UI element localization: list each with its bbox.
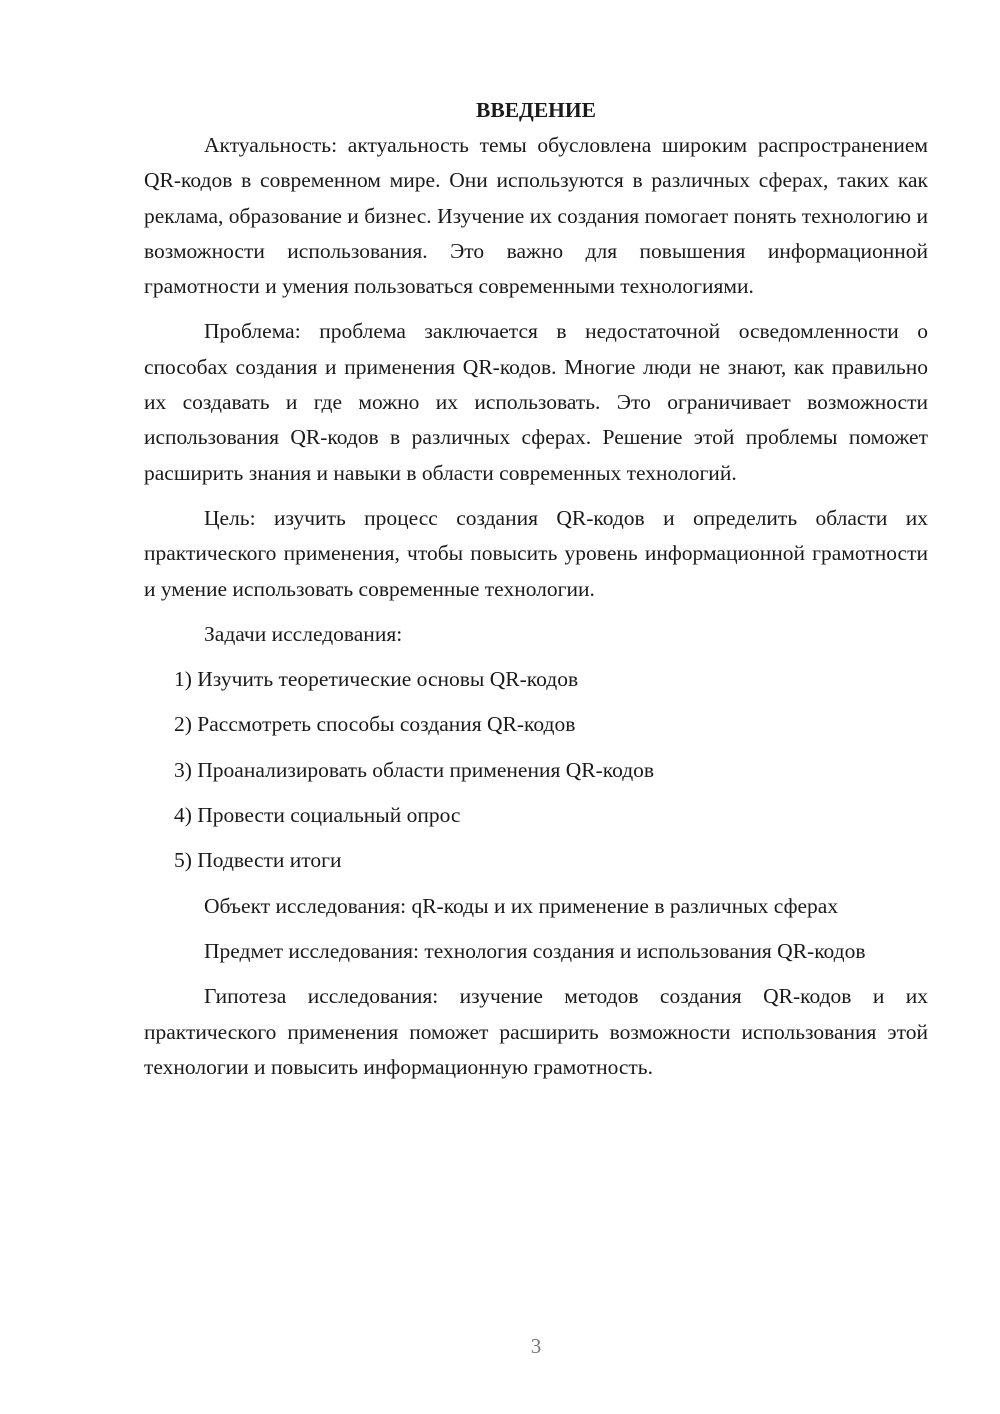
paragraph-subject: Предмет исследования: технология создания и использования QR-кодов	[204, 938, 866, 963]
task-item-3: 3) Проанализировать области применения QR-кодов	[174, 757, 655, 782]
paragraph-problem: Проблема: проблема заключается в недостаточной осведомленности о способах создания и применения QR-кодов. Многие люди не знают, как правильно их создавать и где можно их использовать. Это ограничивает возможности использования QR-кодов в различных сферах. Решение этой проблемы поможет расширить знания и навыки в области современных технологий.	[144, 319, 928, 485]
tasks-heading: Задачи исследования:	[204, 621, 403, 646]
paragraph-hypothesis: Гипотеза исследования: изучение методов создания QR-кодов и их практического применения поможет расширить возможности использования этой технологии и повысить информационную грамотность.	[144, 984, 928, 1079]
task-item-4: 4) Провести социальный опрос	[174, 803, 461, 828]
page-title: ВВЕДЕНИЕ	[476, 98, 596, 122]
task-item-2: 2) Рассмотреть способы создания QR-кодов	[174, 712, 576, 737]
task-item-1: 1) Изучить теоретические основы QR-кодов	[174, 667, 579, 692]
page-number: 3	[530, 1334, 542, 1358]
tasks-list	[144, 662, 928, 878]
paragraph-relevance: Актуальность: актуальность темы обусловлена широким распространением QR-кодов в современном мире. Они используются в различных сферах, таких как реклама, образование и бизнес. Изучение их создания помогает понять технологию и возможности использования. Это важно для повышения информационной грамотности и умения пользоваться современными технологиями.	[144, 133, 928, 299]
paragraph-goal: Цель: изучить процесс создания QR-кодов и определить области их практического применения, чтобы повысить уровень информационной грамотности и умение использовать современные технологии.	[144, 505, 928, 601]
task-item-5: 5) Подвести итоги	[174, 848, 342, 873]
paragraph-object: Объект исследования: qR-коды и их применение в различных сферах	[204, 893, 839, 918]
page-content	[144, 92, 928, 1085]
